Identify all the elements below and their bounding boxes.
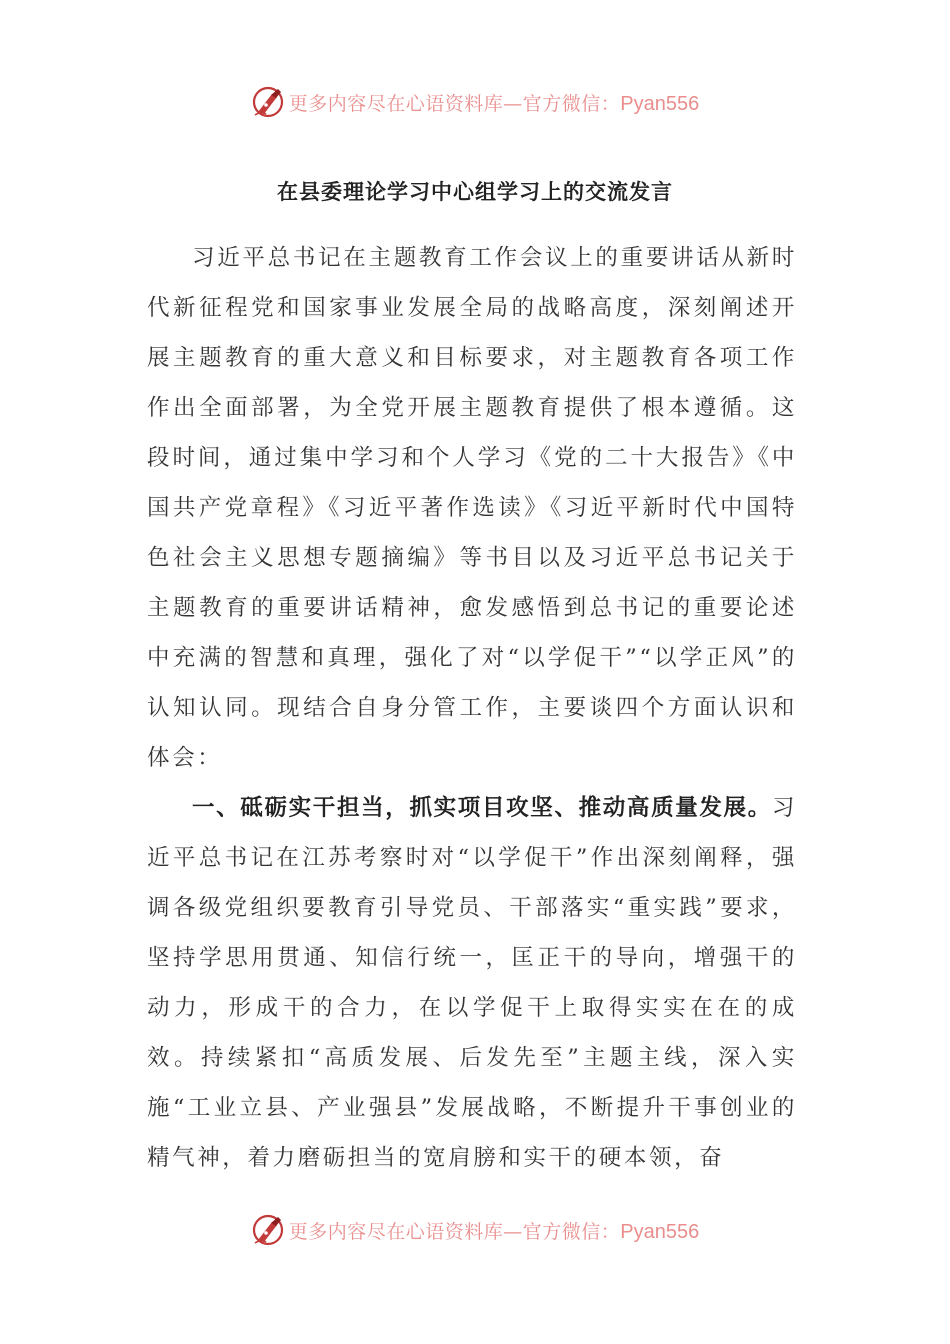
watermark-text: 更多内容尽在心语资料库—官方微信：Pyan556	[288, 1220, 700, 1243]
watermark-wechat-id: Pyan556	[620, 1220, 700, 1243]
document-body	[147, 233, 797, 1183]
pen-nib-logo-icon	[251, 85, 285, 119]
watermark-text: 更多内容尽在心语资料库—官方微信：Pyan556	[288, 92, 700, 115]
section-1-body: 习近平总书记在江苏考察时对“以学促干”作出深刻阐释，强调各级党组织要教育引导党员、干部落实“重实践”要求，坚持学思用贯通、知信行统一，匡正干的导向，增强干的动力，形成干的合力，在以学促干上取得实实在在的成效。持续紧扣“高质发展、后发先至”主题主线，深入实施“工业立县、产业强县”发展战略，不断提升干事创业的精气神，着力磨砺担当的宽肩膀和实干的硬本领，奋	[147, 795, 797, 1171]
footer-watermark	[0, 1210, 950, 1250]
section-1-paragraph	[147, 783, 797, 1183]
section-1-heading: 一、砥砺实干担当，抓实项目攻坚、推动高质量发展。	[192, 795, 772, 821]
pen-nib-logo-icon	[251, 1213, 285, 1247]
intro-paragraph: 习近平总书记在主题教育工作会议上的重要讲话从新时代新征程党和国家事业发展全局的战略高度，深刻阐述开展主题教育的重大意义和目标要求，对主题教育各项工作作出全面部署，为全党开展主题教育提供了根本遵循。这段时间，通过集中学习和个人学习《党的二十大报告》《中国共产党章程》《习近平著作选读》《习近平新时代中国特色社会主义思想专题摘编》等书目以及习近平总书记关于主题教育的重要讲话精神，愈发感悟到总书记的重要论述中充满的智慧和真理，强化了对“以学促干”“以学正风”的认知认同。现结合自身分管工作，主要谈四个方面认识和体会：	[147, 245, 797, 771]
header-watermark	[0, 82, 950, 122]
watermark-wechat-id: Pyan556	[620, 92, 700, 115]
document-title: 在县委理论学习中心组学习上的交流发言	[277, 180, 673, 204]
